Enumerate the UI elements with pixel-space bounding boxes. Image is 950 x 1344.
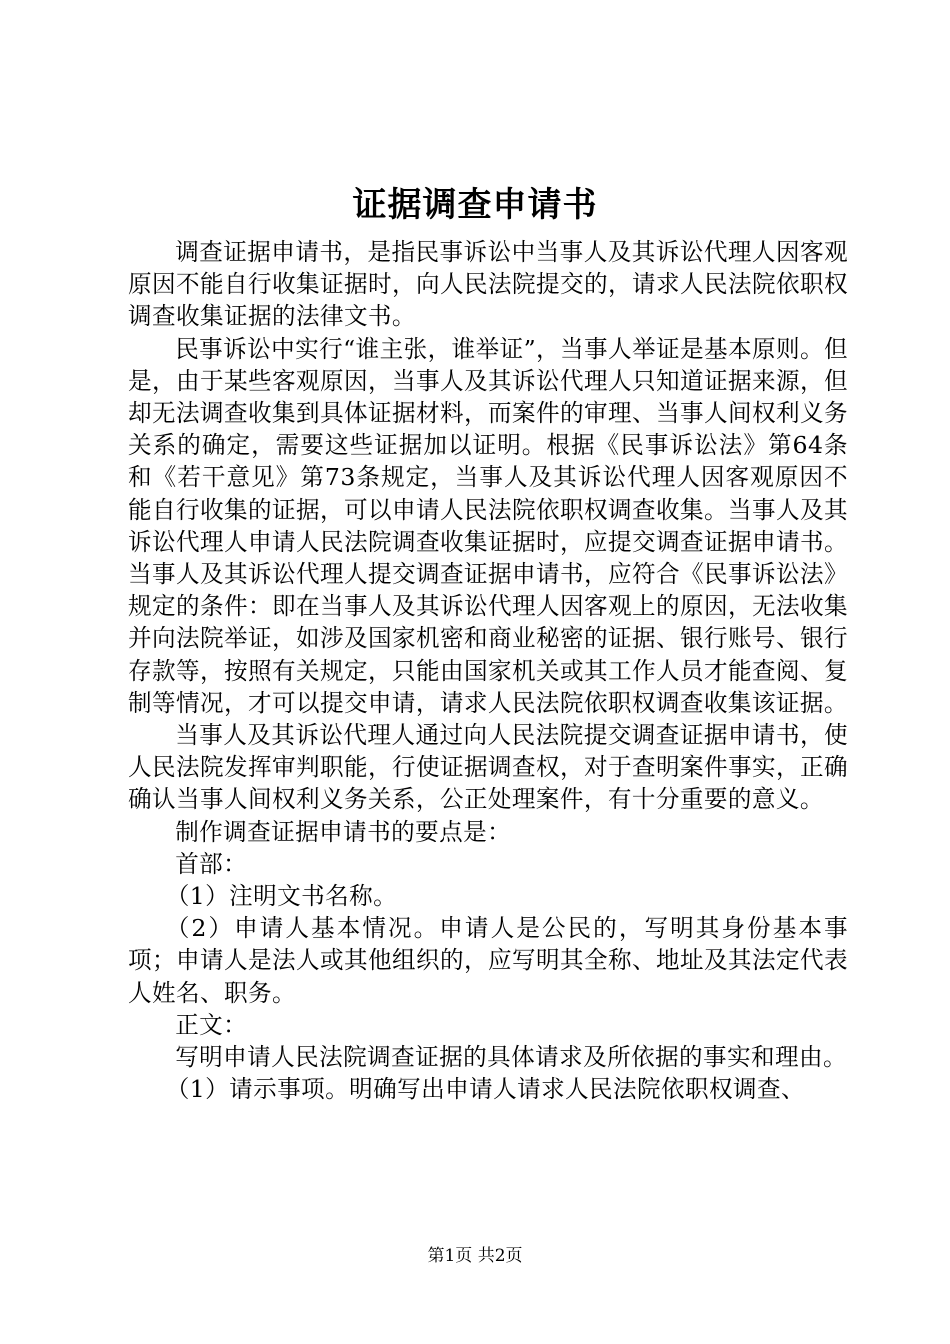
- section-heading-body: 正文：: [175, 1010, 248, 1039]
- paragraph-definition: 调查证据申请书，是指民事诉讼中当事人及其诉讼代理人因客观原因不能自行收集证据时，向人民法院提交的，请求人民法院依职权调查收集证据的法律文书。: [128, 238, 848, 331]
- document-body: [128, 236, 848, 1105]
- paragraph-body-content: 写明申请人民法院调查证据的具体请求及所依据的事实和理由。: [175, 1043, 848, 1072]
- list-item-document-name: （1）注明文书名称。: [165, 882, 398, 911]
- paragraph-principle: 民事诉讼中实行“谁主张，谁举证”，当事人举证是基本原则。但是，由于某些客观原因，当事人及其诉讼代理人只知道证据来源，但却无法调查收集到具体证据材料，而案件的审理、当事人间权利义务关系的确定，需要这些证据加以证明。根据《民事诉讼法》第64条和《若干意见》第73条规定，当事人及其诉讼代理人因客观原因不能自行收集的证据，可以申请人民法院依职权调查收集。当事人及其诉讼代理人申请人民法院调查收集证据时，应提交调查证据申请书。当事人及其诉讼代理人提交调查证据申请书，应符合《民事诉讼法》规定的条件：即在当事人及其诉讼代理人因客观上的原因，无法收集并向法院举证，如涉及国家机密和商业秘密的证据、银行账号、银行存款等，按照有关规定，只能由国家机关或其工作人员才能查阅、复制等情况，才可以提交申请，请求人民法院依职权调查收集该证据。: [128, 334, 848, 717]
- paragraph-significance: 当事人及其诉讼代理人通过向人民法院提交调查证据申请书，使人民法院发挥审判职能，行使证据调查权，对于查明案件事实，正确确认当事人间权利义务关系，公正处理案件，有十分重要的意义。: [128, 721, 848, 814]
- page-number: 第1页 共2页: [427, 1246, 523, 1266]
- list-item-request: （1）请示事项。明确写出申请人请求人民法院依职权调查、: [165, 1075, 805, 1104]
- document-title: 证据调查申请书: [352, 185, 598, 225]
- list-item-applicant-info: （2）申请人基本情况。申请人是公民的，写明其身份基本事项；申请人是法人或其他组织的，应写明其全称、地址及其法定代表人姓名、职务。: [128, 914, 848, 1007]
- paragraph-key-points: 制作调查证据申请书的要点是：: [175, 817, 512, 846]
- section-heading-header: 首部：: [175, 849, 248, 878]
